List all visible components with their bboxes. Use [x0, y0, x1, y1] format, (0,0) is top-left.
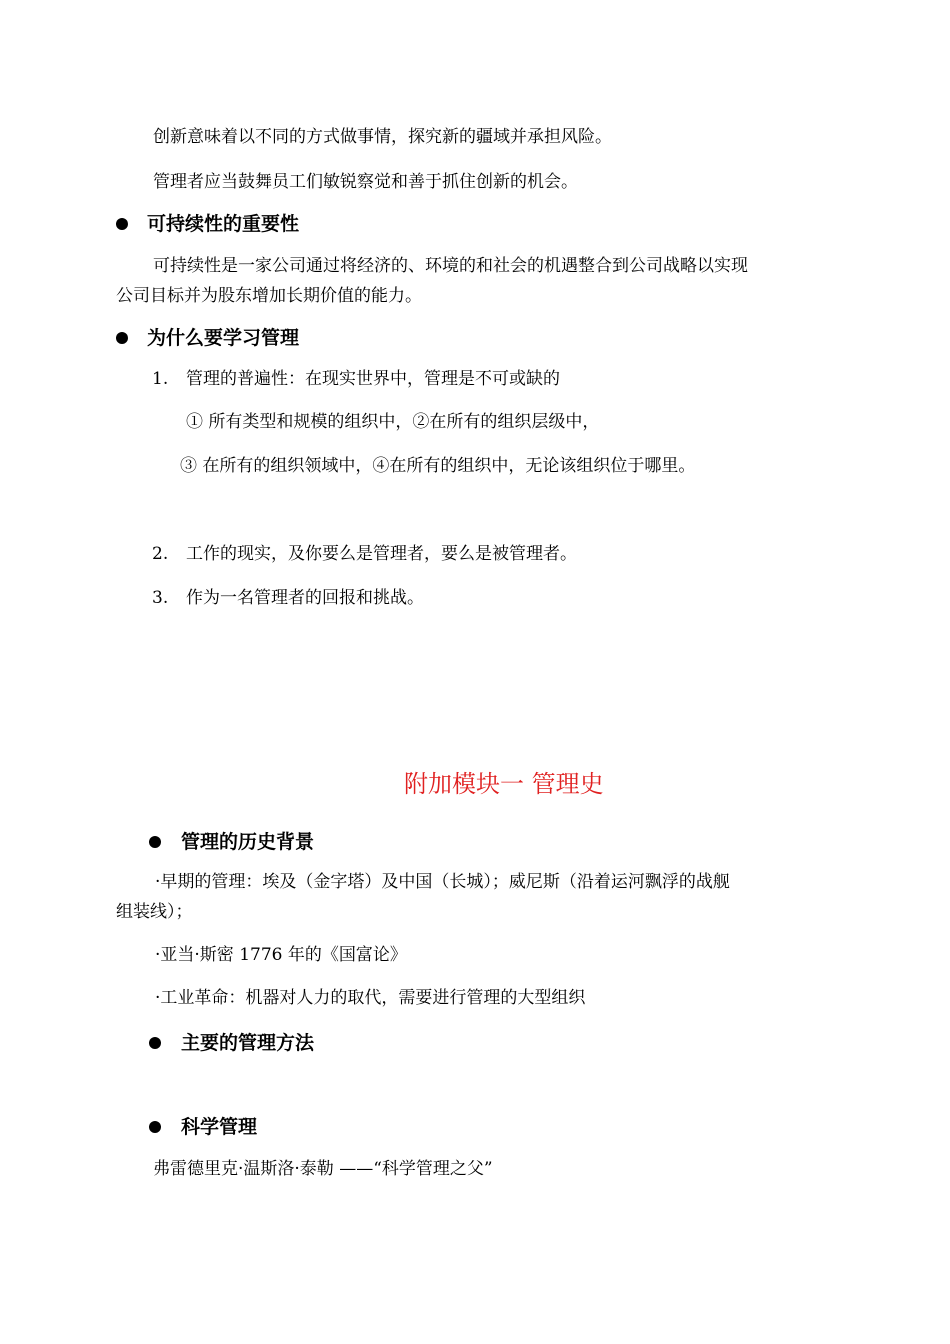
heading-sustainability: 可持续性的重要性 [147, 213, 300, 235]
bullet-icon [116, 332, 128, 344]
paragraph-sustainability-line1: 可持续性是一家公司通过将经济的、环境的和社会的机遇整合到公司战略以实现 [153, 256, 748, 276]
paragraph-sustainability-line2: 公司目标并为股东增加长期价值的能力。 [116, 286, 422, 306]
history-item-1-line1: ·早期的管理：埃及（金字塔）及中国（长城）；威尼斯（沿着运河飘浮的战舰 [155, 872, 730, 892]
list-item-1: 管理的普遍性：在现实世界中，管理是不可或缺的 [186, 369, 560, 389]
history-item-1-line2: 组装线）； [116, 902, 193, 922]
list-item-3: 作为一名管理者的回报和挑战。 [186, 588, 424, 608]
bullet-icon [149, 1121, 161, 1133]
sub-list-line1: ① 所有类型和规模的组织中，②在所有的组织层级中， [186, 412, 600, 432]
list-number-1: 1. [152, 369, 169, 389]
list-number-2: 2. [152, 544, 169, 564]
paragraph-managers-innovation: 管理者应当鼓舞员工们敏锐察觉和善于抓住创新的机会。 [153, 172, 578, 192]
sub-list-line2: ③ 在所有的组织领域中，④在所有的组织中，无论该组织位于哪里。 [180, 456, 696, 476]
paragraph-taylor: 弗雷德里克·温斯洛·泰勒 ——“科学管理之父” [153, 1159, 493, 1179]
history-item-2: ·亚当·斯密 1776 年的《国富论》 [155, 945, 407, 965]
paragraph-innovation: 创新意味着以不同的方式做事情，探究新的疆域并承担风险。 [153, 127, 612, 147]
history-item-3: ·工业革命：机器对人力的取代，需要进行管理的大型组织 [155, 988, 586, 1008]
section-title: 附加模块一 管理史 [404, 770, 604, 798]
heading-why-study-management: 为什么要学习管理 [147, 327, 300, 349]
bullet-icon [116, 218, 128, 230]
list-item-2: 工作的现实，及你要么是管理者，要么是被管理者。 [186, 544, 577, 564]
bullet-icon [149, 836, 161, 848]
list-number-3: 3. [152, 588, 169, 608]
bullet-icon [149, 1037, 161, 1049]
heading-main-approaches: 主要的管理方法 [181, 1032, 315, 1054]
heading-history-background: 管理的历史背景 [181, 831, 315, 853]
heading-scientific-management: 科学管理 [181, 1116, 258, 1138]
